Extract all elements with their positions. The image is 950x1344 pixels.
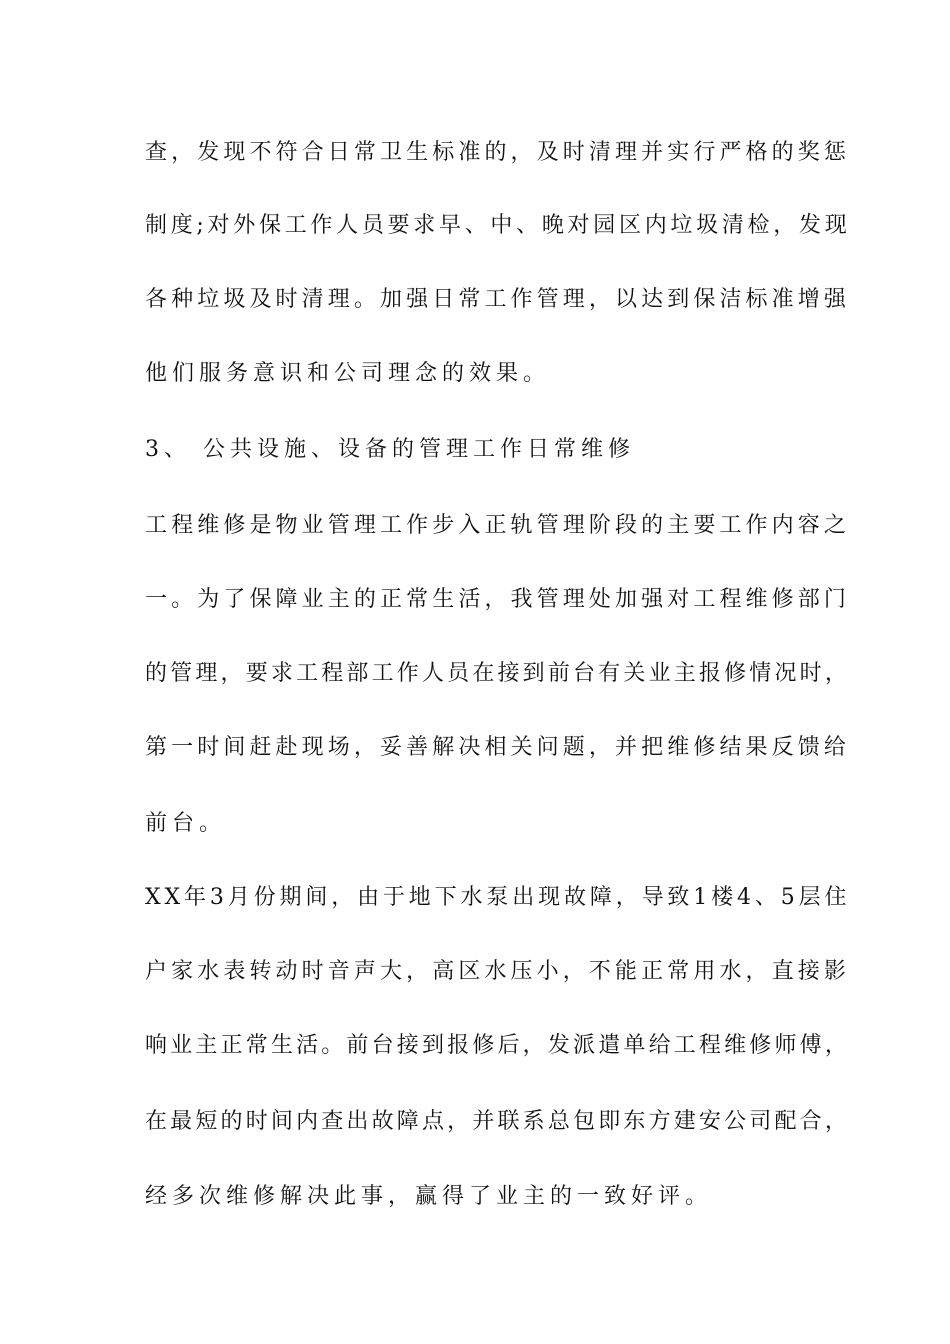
paragraph-line: 制度;对外保工作人员要求早、中、晚对园区内垃圾清检，发现 bbox=[145, 213, 851, 238]
section-heading: 3、 公共设施、设备的管理工作日常维修 bbox=[145, 437, 635, 462]
paragraph-line: 查，发现不符合日常卫生标准的，及时清理并实行严格的奖惩 bbox=[145, 140, 851, 165]
paragraph-line: 各种垃圾及时清理。加强日常工作管理，以达到保洁标准增强 bbox=[145, 287, 851, 312]
paragraph-line: 一。为了保障业主的正常生活，我管理处加强对工程维修部门 bbox=[145, 587, 851, 612]
paragraph-line: 第一时间赶赴现场，妥善解决相关问题，并把维修结果反馈给 bbox=[145, 735, 851, 760]
paragraph-line: 的管理，要求工程部工作人员在接到前台有关业主报修情况时， bbox=[145, 661, 851, 686]
paragraph-line: 响业主正常生活。前台接到报修后，发派遣单给工程维修师傅， bbox=[145, 1033, 851, 1058]
paragraph-line: 他们服务意识和公司理念的效果。 bbox=[145, 361, 551, 386]
paragraph-line: 前台。 bbox=[145, 811, 227, 836]
paragraph-line: 经多次维修解决此事，赢得了业主的一致好评。 bbox=[145, 1184, 713, 1209]
paragraph-line: 户家水表转动时音声大，高区水压小，不能正常用水，直接影 bbox=[145, 959, 851, 984]
paragraph-line: XX年3月份期间，由于地下水泵出现故障，导致1楼4、5层住 bbox=[145, 885, 851, 910]
paragraph-line: 工程维修是物业管理工作步入正轨管理阶段的主要工作内容之 bbox=[145, 513, 851, 538]
paragraph-line: 在最短的时间内查出故障点，并联系总包即东方建安公司配合， bbox=[145, 1109, 851, 1134]
